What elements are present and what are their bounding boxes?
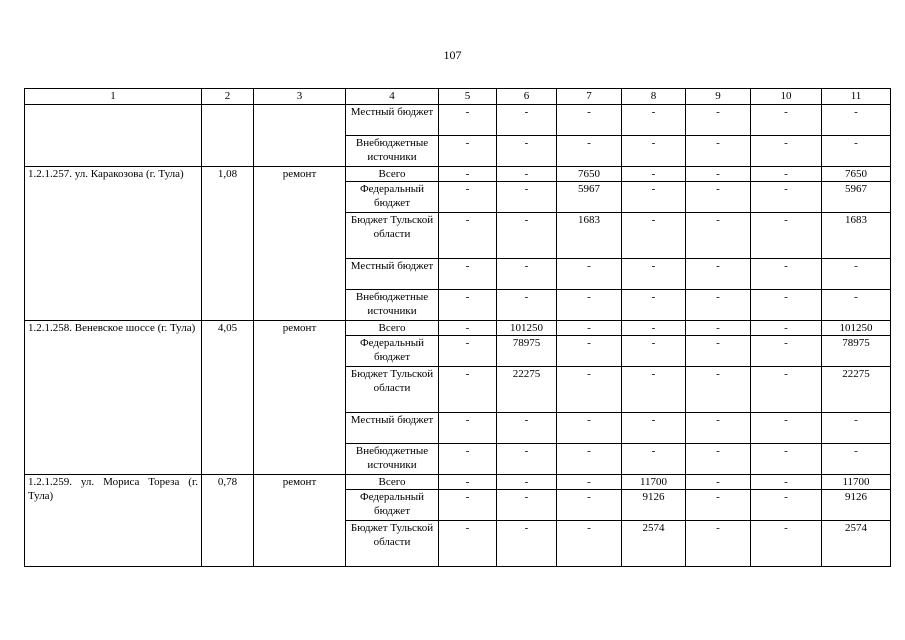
value-col-11: 2574 (822, 521, 891, 567)
value-col-5: - (439, 136, 497, 167)
column-header-8: 8 (622, 89, 686, 105)
funding-source: Федеральный бюджет (346, 336, 439, 367)
value-col-6: 101250 (497, 321, 557, 336)
value-col-5: - (439, 213, 497, 259)
value-col-8: - (622, 413, 686, 444)
funding-source: Местный бюджет (346, 105, 439, 136)
column-header-2: 2 (202, 89, 254, 105)
value-col-8: - (622, 321, 686, 336)
budget-table (24, 88, 891, 567)
funding-source: Внебюджетные источники (346, 136, 439, 167)
value-col-6: - (497, 105, 557, 136)
value-col-8: - (622, 182, 686, 213)
column-header-9: 9 (686, 89, 751, 105)
value-col-11: - (822, 105, 891, 136)
value-col-7: 5967 (557, 182, 622, 213)
value-col-11: - (822, 136, 891, 167)
value-col-8: 2574 (622, 521, 686, 567)
value-col-8: - (622, 136, 686, 167)
value-col-7: - (557, 336, 622, 367)
value-col-11: 1683 (822, 213, 891, 259)
value-col-11: - (822, 444, 891, 475)
funding-source: Всего (346, 167, 439, 182)
table-row (25, 167, 891, 182)
value-col-9: - (686, 167, 751, 182)
value-col-7: - (557, 136, 622, 167)
value-col-9: - (686, 490, 751, 521)
value-col-7: - (557, 413, 622, 444)
value-col-10: - (751, 413, 822, 444)
column-header-11: 11 (822, 89, 891, 105)
value-col-11: 22275 (822, 367, 891, 413)
object-name: 1.2.1.257. ул. Каракозова (г. Тула) (25, 167, 202, 321)
funding-source: Бюджет Тульской области (346, 213, 439, 259)
value-col-6: - (497, 444, 557, 475)
table-row (25, 105, 891, 136)
value-col-5: - (439, 444, 497, 475)
value-col-10: - (751, 444, 822, 475)
object-length (202, 105, 254, 167)
value-col-6: - (497, 167, 557, 182)
value-col-7: - (557, 490, 622, 521)
value-col-10: - (751, 182, 822, 213)
value-col-9: - (686, 136, 751, 167)
value-col-5: - (439, 105, 497, 136)
column-header-3: 3 (254, 89, 346, 105)
funding-source: Всего (346, 475, 439, 490)
value-col-6: - (497, 136, 557, 167)
value-col-5: - (439, 167, 497, 182)
value-col-9: - (686, 367, 751, 413)
funding-source: Внебюджетные источники (346, 290, 439, 321)
value-col-7: - (557, 475, 622, 490)
column-header-5: 5 (439, 89, 497, 105)
value-col-11: - (822, 259, 891, 290)
value-col-10: - (751, 490, 822, 521)
value-col-11: 78975 (822, 336, 891, 367)
column-header-6: 6 (497, 89, 557, 105)
value-col-5: - (439, 475, 497, 490)
value-col-10: - (751, 213, 822, 259)
value-col-9: - (686, 444, 751, 475)
page-number: 107 (443, 48, 462, 62)
value-col-7: - (557, 521, 622, 567)
value-col-10: - (751, 521, 822, 567)
funding-source: Местный бюджет (346, 259, 439, 290)
value-col-7: - (557, 367, 622, 413)
value-col-6: - (497, 182, 557, 213)
value-col-7: - (557, 290, 622, 321)
value-col-9: - (686, 182, 751, 213)
object-length: 0,78 (202, 475, 254, 567)
column-header-4: 4 (346, 89, 439, 105)
value-col-9: - (686, 321, 751, 336)
object-name: 1.2.1.258. Веневское шоссе (г. Тула) (25, 321, 202, 475)
value-col-10: - (751, 321, 822, 336)
object-name (25, 105, 202, 167)
column-header-7: 7 (557, 89, 622, 105)
value-col-7: - (557, 321, 622, 336)
object-name: 1.2.1.259. ул. Мориса Тореза (г. Тула) (25, 475, 202, 567)
value-col-5: - (439, 321, 497, 336)
value-col-11: 11700 (822, 475, 891, 490)
value-col-8: - (622, 213, 686, 259)
value-col-6: - (497, 490, 557, 521)
value-col-8: - (622, 367, 686, 413)
value-col-10: - (751, 290, 822, 321)
value-col-8: - (622, 290, 686, 321)
value-col-8: 9126 (622, 490, 686, 521)
value-col-7: 7650 (557, 167, 622, 182)
value-col-9: - (686, 105, 751, 136)
funding-source: Всего (346, 321, 439, 336)
value-col-7: - (557, 259, 622, 290)
value-col-11: 9126 (822, 490, 891, 521)
funding-source: Бюджет Тульской области (346, 367, 439, 413)
work-type: ремонт (254, 475, 346, 567)
work-type: ремонт (254, 321, 346, 475)
value-col-9: - (686, 259, 751, 290)
value-col-8: - (622, 259, 686, 290)
value-col-8: - (622, 167, 686, 182)
value-col-9: - (686, 413, 751, 444)
value-col-5: - (439, 336, 497, 367)
header-row (25, 89, 891, 105)
value-col-6: - (497, 259, 557, 290)
value-col-11: - (822, 413, 891, 444)
value-col-10: - (751, 367, 822, 413)
value-col-7: - (557, 444, 622, 475)
value-col-6: 22275 (497, 367, 557, 413)
value-col-11: 101250 (822, 321, 891, 336)
table-row (25, 475, 891, 490)
funding-source: Федеральный бюджет (346, 490, 439, 521)
value-col-9: - (686, 521, 751, 567)
column-header-1: 1 (25, 89, 202, 105)
value-col-8: - (622, 444, 686, 475)
value-col-6: - (497, 290, 557, 321)
value-col-9: - (686, 336, 751, 367)
value-col-9: - (686, 475, 751, 490)
value-col-11: 7650 (822, 167, 891, 182)
value-col-8: 11700 (622, 475, 686, 490)
work-type: ремонт (254, 167, 346, 321)
object-length: 4,05 (202, 321, 254, 475)
value-col-10: - (751, 336, 822, 367)
value-col-9: - (686, 290, 751, 321)
value-col-10: - (751, 136, 822, 167)
value-col-6: - (497, 213, 557, 259)
value-col-10: - (751, 105, 822, 136)
value-col-7: - (557, 105, 622, 136)
value-col-6: 78975 (497, 336, 557, 367)
value-col-6: - (497, 413, 557, 444)
column-header-10: 10 (751, 89, 822, 105)
object-length: 1,08 (202, 167, 254, 321)
value-col-6: - (497, 475, 557, 490)
value-col-10: - (751, 167, 822, 182)
funding-source: Местный бюджет (346, 413, 439, 444)
value-col-5: - (439, 367, 497, 413)
value-col-5: - (439, 413, 497, 444)
value-col-11: - (822, 290, 891, 321)
value-col-11: 5967 (822, 182, 891, 213)
table-row (25, 321, 891, 336)
value-col-8: - (622, 336, 686, 367)
funding-source: Внебюджетные источники (346, 444, 439, 475)
value-col-8: - (622, 105, 686, 136)
value-col-9: - (686, 213, 751, 259)
value-col-5: - (439, 290, 497, 321)
value-col-5: - (439, 521, 497, 567)
value-col-6: - (497, 521, 557, 567)
value-col-5: - (439, 490, 497, 521)
funding-source: Бюджет Тульской области (346, 521, 439, 567)
funding-source: Федеральный бюджет (346, 182, 439, 213)
value-col-10: - (751, 259, 822, 290)
value-col-10: - (751, 475, 822, 490)
value-col-7: 1683 (557, 213, 622, 259)
value-col-5: - (439, 259, 497, 290)
value-col-5: - (439, 182, 497, 213)
work-type (254, 105, 346, 167)
